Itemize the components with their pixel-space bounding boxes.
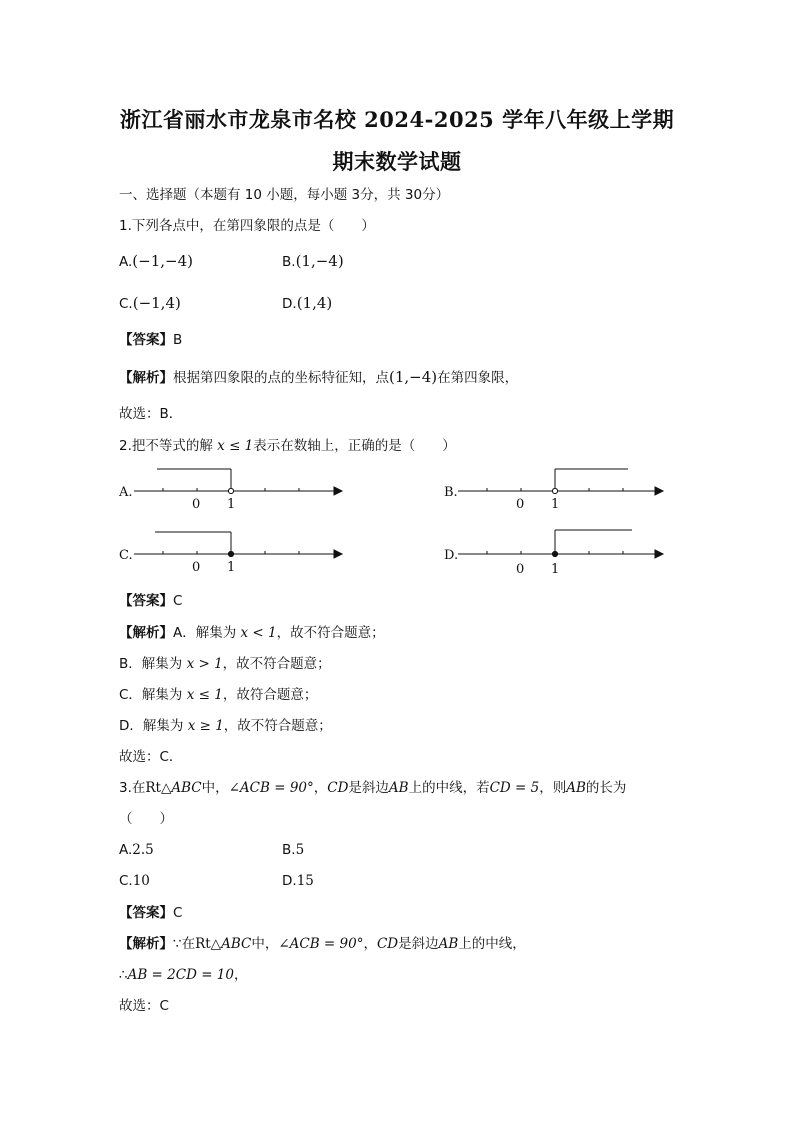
analysis-tag: 【解析】 — [119, 936, 173, 952]
q2-fig-label-b: B. — [444, 485, 458, 500]
q1-conclusion: 故选：B． — [119, 406, 183, 422]
analysis-tag: 【解析】 — [119, 370, 173, 386]
q3-stem: 3.在Rt△ABC中，∠ACB = 90°，CD是斜边AB上的中线，若CD = 5，则AB的长为 — [119, 780, 627, 796]
q1-option-c: C.(−1,4) — [119, 294, 181, 312]
q1-option-b: B.(1,−4) — [282, 252, 344, 270]
q2-analysis-d: D．解集为 x ≥ 1，故不符合题意； — [119, 718, 332, 734]
q2-figure-a — [134, 469, 342, 495]
q3-answer: 【答案】C — [119, 905, 183, 921]
analysis-tag: 【解析】 — [119, 625, 173, 641]
q3-conclusion: 故选：C — [119, 998, 169, 1014]
q3-option-a: A.2.5 — [119, 842, 154, 858]
answer-tag: 【答案】 — [119, 905, 173, 921]
svg-text:1: 1 — [551, 562, 560, 577]
q1-answer: 【答案】B — [119, 332, 183, 348]
svg-text:1: 1 — [551, 497, 560, 512]
q2-analysis-b: B．解集为 x > 1，故不符合题意； — [119, 656, 331, 672]
q2-conclusion: 故选：C． — [119, 749, 183, 765]
section-heading: 一、选择题（本题有 10 小题，每小题 3分，共 30分） — [119, 187, 450, 203]
q1-stem: 1.下列各点中，在第四象限的点是（ ） — [119, 218, 375, 234]
title-line-2: 期末数学试题 — [332, 149, 462, 174]
q2-fig-label-d: D. — [444, 548, 459, 563]
q3-option-d: D.15 — [282, 873, 314, 889]
svg-text:1: 1 — [227, 497, 236, 512]
svg-text:0: 0 — [516, 497, 525, 512]
q3-analysis: 【解析】∵在Rt△ABC中，∠ACB = 90°，CD是斜边AB上的中线， — [119, 936, 526, 952]
q2-figure-b — [458, 469, 663, 495]
q2-analysis-a: 【解析】A．解集为 x < 1，故不符合题意； — [119, 625, 385, 641]
title-line-1: 浙江省丽水市龙泉市名校 2024-2025 学年八年级上学期 — [119, 107, 675, 132]
q1-option-d: D.(1,4) — [282, 294, 333, 312]
svg-text:0: 0 — [516, 562, 525, 577]
q2-fig-label-c: C. — [119, 548, 133, 563]
q2-number-line-figure — [0, 460, 794, 580]
q2-figure-d — [458, 530, 663, 558]
q2-analysis-c: C．解集为 x ≤ 1，故符合题意； — [119, 687, 318, 703]
q3-option-b: B.5 — [282, 842, 305, 858]
q3-paren: （ ） — [119, 811, 173, 827]
q2-stem: 2.把不等式的解 x ≤ 1表示在数轴上，正确的是（ ） — [119, 438, 456, 454]
answer-tag: 【答案】 — [119, 332, 173, 348]
q3-therefore: ∴AB = 2CD = 10， — [119, 967, 248, 983]
q1-option-a: A.(−1,−4) — [119, 252, 193, 270]
q3-option-c: C.10 — [119, 873, 150, 889]
svg-text:1: 1 — [227, 560, 236, 575]
q2-answer: 【答案】C — [119, 593, 183, 609]
svg-text:0: 0 — [192, 497, 201, 512]
q2-figure-c — [134, 532, 342, 558]
svg-text:0: 0 — [192, 560, 201, 575]
q1-analysis: 【解析】根据第四象限的点的坐标特征知，点(1,−4)在第四象限， — [119, 368, 519, 386]
answer-tag: 【答案】 — [119, 593, 173, 609]
q2-fig-label-a: A. — [119, 485, 133, 500]
